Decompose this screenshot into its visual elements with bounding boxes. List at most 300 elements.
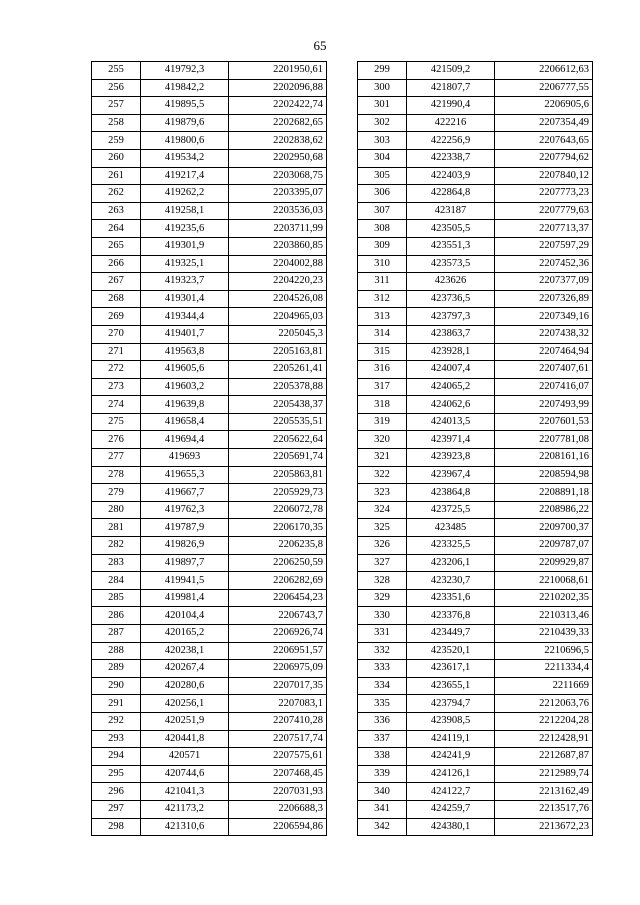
x-coordinate-cell: 423908,5 [407,712,495,730]
y-coordinate-cell: 2207597,29 [495,237,593,255]
x-coordinate-cell: 423520,1 [407,642,495,660]
table-row [92,818,327,836]
point-number-cell: 319 [358,413,407,431]
table-row [92,361,327,379]
table-row [358,607,593,625]
page-number: 65 [313,38,327,53]
y-coordinate-cell: 2206454,23 [229,589,327,607]
table-row [358,114,593,132]
y-coordinate-cell: 2207773,23 [495,185,593,203]
table-row [92,202,327,220]
table-row [92,677,327,695]
point-number-cell: 295 [92,765,141,783]
x-coordinate-cell: 419658,4 [141,413,229,431]
x-coordinate-cell: 419301,9 [141,237,229,255]
x-coordinate-cell: 419344,4 [141,308,229,326]
x-coordinate-cell: 423325,5 [407,537,495,555]
table-row [92,660,327,678]
point-number-cell: 307 [358,202,407,220]
y-coordinate-cell: 2212687,87 [495,748,593,766]
x-coordinate-cell: 424007,4 [407,361,495,379]
table-row [358,431,593,449]
table-row [92,325,327,343]
y-coordinate-cell: 2211334,4 [495,660,593,678]
table-row [92,783,327,801]
x-coordinate-cell: 422256,9 [407,132,495,150]
table-row [92,290,327,308]
table-row [92,114,327,132]
point-number-cell: 259 [92,132,141,150]
x-coordinate-cell: 423505,5 [407,220,495,238]
table-row [92,572,327,590]
table-row [92,800,327,818]
y-coordinate-cell: 2204526,08 [229,290,327,308]
point-number-cell: 267 [92,273,141,291]
table-row [92,237,327,255]
point-number-cell: 308 [358,220,407,238]
x-coordinate-cell: 423797,3 [407,308,495,326]
x-coordinate-cell: 419694,4 [141,431,229,449]
table-row [92,712,327,730]
x-coordinate-cell: 421807,7 [407,79,495,97]
table-row [358,149,593,167]
x-coordinate-cell: 419826,9 [141,537,229,555]
point-number-cell: 327 [358,554,407,572]
y-coordinate-cell: 2202682,65 [229,114,327,132]
y-coordinate-cell: 2207410,28 [229,712,327,730]
table-row [358,237,593,255]
y-coordinate-cell: 2207464,94 [495,343,593,361]
table-row [92,537,327,555]
table-row [358,97,593,115]
y-coordinate-cell: 2206743,7 [229,607,327,625]
point-number-cell: 265 [92,237,141,255]
coordinates-table-left [91,61,327,836]
x-coordinate-cell: 419301,4 [141,290,229,308]
point-number-cell: 296 [92,783,141,801]
x-coordinate-cell: 423485 [407,519,495,537]
table-row [358,748,593,766]
x-coordinate-cell: 421509,2 [407,62,495,80]
table-row [358,325,593,343]
y-coordinate-cell: 2208891,18 [495,484,593,502]
table-row [358,185,593,203]
x-coordinate-cell: 419217,4 [141,167,229,185]
table-row [92,730,327,748]
table-row [358,537,593,555]
x-coordinate-cell: 422338,7 [407,149,495,167]
y-coordinate-cell: 2208594,98 [495,466,593,484]
point-number-cell: 264 [92,220,141,238]
x-coordinate-cell: 420267,4 [141,660,229,678]
x-coordinate-cell: 419603,2 [141,378,229,396]
x-coordinate-cell: 422403,9 [407,167,495,185]
x-coordinate-cell: 423187 [407,202,495,220]
table-row [358,220,593,238]
y-coordinate-cell: 2213162,49 [495,783,593,801]
point-number-cell: 284 [92,572,141,590]
y-coordinate-cell: 2206250,59 [229,554,327,572]
x-coordinate-cell: 419639,8 [141,396,229,414]
x-coordinate-cell: 423971,4 [407,431,495,449]
y-coordinate-cell: 2209700,37 [495,519,593,537]
point-number-cell: 263 [92,202,141,220]
point-number-cell: 331 [358,625,407,643]
table-row [92,273,327,291]
y-coordinate-cell: 2207407,61 [495,361,593,379]
point-number-cell: 313 [358,308,407,326]
y-coordinate-cell: 2207781,08 [495,431,593,449]
x-coordinate-cell: 423626 [407,273,495,291]
point-number-cell: 278 [92,466,141,484]
table-row [358,642,593,660]
point-number-cell: 324 [358,501,407,519]
y-coordinate-cell: 2206594,86 [229,818,327,836]
y-coordinate-cell: 2212428,91 [495,730,593,748]
table-row [358,572,593,590]
point-number-cell: 328 [358,572,407,590]
point-number-cell: 303 [358,132,407,150]
point-number-cell: 304 [358,149,407,167]
y-coordinate-cell: 2207493,99 [495,396,593,414]
table-row [358,167,593,185]
point-number-cell: 318 [358,396,407,414]
y-coordinate-cell: 2207643,65 [495,132,593,150]
table-row [92,132,327,150]
x-coordinate-cell: 420238,1 [141,642,229,660]
x-coordinate-cell: 419897,7 [141,554,229,572]
table-row [358,730,593,748]
y-coordinate-cell: 2212989,74 [495,765,593,783]
y-coordinate-cell: 2205163,81 [229,343,327,361]
point-number-cell: 339 [358,765,407,783]
y-coordinate-cell: 2205378,88 [229,378,327,396]
table-row [92,449,327,467]
table-row [358,554,593,572]
table-row [92,501,327,519]
x-coordinate-cell: 419563,8 [141,343,229,361]
x-coordinate-cell: 423736,5 [407,290,495,308]
y-coordinate-cell: 2204965,03 [229,308,327,326]
point-number-cell: 326 [358,537,407,555]
x-coordinate-cell: 423863,7 [407,325,495,343]
point-number-cell: 257 [92,97,141,115]
y-coordinate-cell: 2212063,76 [495,695,593,713]
point-number-cell: 315 [358,343,407,361]
point-number-cell: 316 [358,361,407,379]
point-number-cell: 260 [92,149,141,167]
table-row [92,642,327,660]
point-number-cell: 306 [358,185,407,203]
x-coordinate-cell: 419325,1 [141,255,229,273]
point-number-cell: 323 [358,484,407,502]
y-coordinate-cell: 2205438,37 [229,396,327,414]
table-row [92,484,327,502]
table-row [358,396,593,414]
table-row [358,449,593,467]
y-coordinate-cell: 2209787,07 [495,537,593,555]
y-coordinate-cell: 2206282,69 [229,572,327,590]
table-row [92,765,327,783]
x-coordinate-cell: 423928,1 [407,343,495,361]
y-coordinate-cell: 2202838,62 [229,132,327,150]
table-row [92,748,327,766]
y-coordinate-cell: 2207349,16 [495,308,593,326]
point-number-cell: 269 [92,308,141,326]
y-coordinate-cell: 2205622,64 [229,431,327,449]
point-number-cell: 276 [92,431,141,449]
point-number-cell: 293 [92,730,141,748]
y-coordinate-cell: 2203536,03 [229,202,327,220]
table-row [358,62,593,80]
point-number-cell: 256 [92,79,141,97]
y-coordinate-cell: 2207517,74 [229,730,327,748]
y-coordinate-cell: 2212204,28 [495,712,593,730]
x-coordinate-cell: 419667,7 [141,484,229,502]
table-row [92,607,327,625]
table-row [358,308,593,326]
y-coordinate-cell: 2206926,74 [229,625,327,643]
x-coordinate-cell: 421310,6 [141,818,229,836]
table-row [92,519,327,537]
y-coordinate-cell: 2208161,16 [495,449,593,467]
table-row [92,308,327,326]
point-number-cell: 314 [358,325,407,343]
point-number-cell: 288 [92,642,141,660]
x-coordinate-cell: 419605,6 [141,361,229,379]
point-number-cell: 268 [92,290,141,308]
y-coordinate-cell: 2206235,8 [229,537,327,555]
table-row [92,396,327,414]
table-row [92,625,327,643]
y-coordinate-cell: 2203711,99 [229,220,327,238]
table-row [92,343,327,361]
table-row [92,185,327,203]
table-row [358,466,593,484]
point-number-cell: 294 [92,748,141,766]
x-coordinate-cell: 419879,6 [141,114,229,132]
y-coordinate-cell: 2206072,78 [229,501,327,519]
x-coordinate-cell: 419800,6 [141,132,229,150]
table-row [358,273,593,291]
point-number-cell: 271 [92,343,141,361]
y-coordinate-cell: 2209929,87 [495,554,593,572]
point-number-cell: 321 [358,449,407,467]
y-coordinate-cell: 2211669 [495,677,593,695]
y-coordinate-cell: 2202422,74 [229,97,327,115]
point-number-cell: 261 [92,167,141,185]
x-coordinate-cell: 423864,8 [407,484,495,502]
point-number-cell: 262 [92,185,141,203]
x-coordinate-cell: 419401,7 [141,325,229,343]
table-row [358,695,593,713]
y-coordinate-cell: 2207794,62 [495,149,593,167]
x-coordinate-cell: 424241,9 [407,748,495,766]
x-coordinate-cell: 421041,3 [141,783,229,801]
x-coordinate-cell: 423794,7 [407,695,495,713]
x-coordinate-cell: 423449,7 [407,625,495,643]
point-number-cell: 300 [358,79,407,97]
x-coordinate-cell: 424119,1 [407,730,495,748]
y-coordinate-cell: 2205045,3 [229,325,327,343]
point-number-cell: 309 [358,237,407,255]
table-row [92,255,327,273]
table-row [358,501,593,519]
y-coordinate-cell: 2205261,41 [229,361,327,379]
x-coordinate-cell: 419762,3 [141,501,229,519]
y-coordinate-cell: 2207354,49 [495,114,593,132]
table-row [358,625,593,643]
x-coordinate-cell: 423967,4 [407,466,495,484]
point-number-cell: 320 [358,431,407,449]
y-coordinate-cell: 2213672,23 [495,818,593,836]
y-coordinate-cell: 2207840,12 [495,167,593,185]
point-number-cell: 311 [358,273,407,291]
table-row [358,677,593,695]
y-coordinate-cell: 2206777,55 [495,79,593,97]
point-number-cell: 275 [92,413,141,431]
table-row [358,589,593,607]
x-coordinate-cell: 419842,2 [141,79,229,97]
table-row [358,484,593,502]
y-coordinate-cell: 2207083,1 [229,695,327,713]
table-row [358,202,593,220]
point-number-cell: 330 [358,607,407,625]
point-number-cell: 292 [92,712,141,730]
y-coordinate-cell: 2205863,81 [229,466,327,484]
table-row [92,378,327,396]
table-row [92,413,327,431]
y-coordinate-cell: 2207017,35 [229,677,327,695]
y-coordinate-cell: 2206688,3 [229,800,327,818]
y-coordinate-cell: 2204002,88 [229,255,327,273]
point-number-cell: 305 [358,167,407,185]
point-number-cell: 272 [92,361,141,379]
y-coordinate-cell: 2207575,61 [229,748,327,766]
point-number-cell: 335 [358,695,407,713]
point-number-cell: 270 [92,325,141,343]
y-coordinate-cell: 2204220,23 [229,273,327,291]
x-coordinate-cell: 419792,3 [141,62,229,80]
y-coordinate-cell: 2207031,93 [229,783,327,801]
y-coordinate-cell: 2208986,22 [495,501,593,519]
y-coordinate-cell: 2207416,07 [495,378,593,396]
point-number-cell: 279 [92,484,141,502]
point-number-cell: 301 [358,97,407,115]
table-row [358,290,593,308]
x-coordinate-cell: 420280,6 [141,677,229,695]
point-number-cell: 334 [358,677,407,695]
point-number-cell: 277 [92,449,141,467]
y-coordinate-cell: 2207468,45 [229,765,327,783]
y-coordinate-cell: 2213517,76 [495,800,593,818]
y-coordinate-cell: 2203860,85 [229,237,327,255]
point-number-cell: 333 [358,660,407,678]
table-row [92,62,327,80]
table-row [358,132,593,150]
table-row [92,97,327,115]
table-row [358,712,593,730]
table-row [358,765,593,783]
point-number-cell: 329 [358,589,407,607]
x-coordinate-cell: 423206,1 [407,554,495,572]
x-coordinate-cell: 423230,7 [407,572,495,590]
x-coordinate-cell: 423617,1 [407,660,495,678]
x-coordinate-cell: 420441,8 [141,730,229,748]
x-coordinate-cell: 420165,2 [141,625,229,643]
point-number-cell: 342 [358,818,407,836]
table-row [92,695,327,713]
x-coordinate-cell: 420744,6 [141,765,229,783]
x-coordinate-cell: 420256,1 [141,695,229,713]
x-coordinate-cell: 424126,1 [407,765,495,783]
table-row [358,79,593,97]
point-number-cell: 340 [358,783,407,801]
y-coordinate-cell: 2202096,88 [229,79,327,97]
x-coordinate-cell: 419895,5 [141,97,229,115]
table-row [358,255,593,273]
y-coordinate-cell: 2207326,89 [495,290,593,308]
y-coordinate-cell: 2207452,36 [495,255,593,273]
table-row [358,783,593,801]
point-number-cell: 312 [358,290,407,308]
x-coordinate-cell: 421990,4 [407,97,495,115]
table-row [92,149,327,167]
x-coordinate-cell: 419693 [141,449,229,467]
point-number-cell: 290 [92,677,141,695]
point-number-cell: 258 [92,114,141,132]
y-coordinate-cell: 2205929,73 [229,484,327,502]
table-row [92,589,327,607]
point-number-cell: 325 [358,519,407,537]
x-coordinate-cell: 419262,2 [141,185,229,203]
table-row [92,554,327,572]
x-coordinate-cell: 420251,9 [141,712,229,730]
point-number-cell: 255 [92,62,141,80]
table-row [92,431,327,449]
point-number-cell: 317 [358,378,407,396]
point-number-cell: 298 [92,818,141,836]
table-row [358,361,593,379]
y-coordinate-cell: 2210202,35 [495,589,593,607]
x-coordinate-cell: 423655,1 [407,677,495,695]
point-number-cell: 286 [92,607,141,625]
point-number-cell: 322 [358,466,407,484]
y-coordinate-cell: 2206905,6 [495,97,593,115]
y-coordinate-cell: 2206612,63 [495,62,593,80]
point-number-cell: 332 [358,642,407,660]
y-coordinate-cell: 2206170,35 [229,519,327,537]
table-row [358,413,593,431]
point-number-cell: 280 [92,501,141,519]
x-coordinate-cell: 424062,6 [407,396,495,414]
table-row [358,378,593,396]
x-coordinate-cell: 419235,6 [141,220,229,238]
x-coordinate-cell: 419534,2 [141,149,229,167]
point-number-cell: 285 [92,589,141,607]
x-coordinate-cell: 423725,5 [407,501,495,519]
y-coordinate-cell: 2205691,74 [229,449,327,467]
x-coordinate-cell: 422864,8 [407,185,495,203]
y-coordinate-cell: 2205535,51 [229,413,327,431]
point-number-cell: 336 [358,712,407,730]
x-coordinate-cell: 424380,1 [407,818,495,836]
point-number-cell: 281 [92,519,141,537]
y-coordinate-cell: 2203395,07 [229,185,327,203]
y-coordinate-cell: 2207779,63 [495,202,593,220]
x-coordinate-cell: 420104,4 [141,607,229,625]
point-number-cell: 266 [92,255,141,273]
